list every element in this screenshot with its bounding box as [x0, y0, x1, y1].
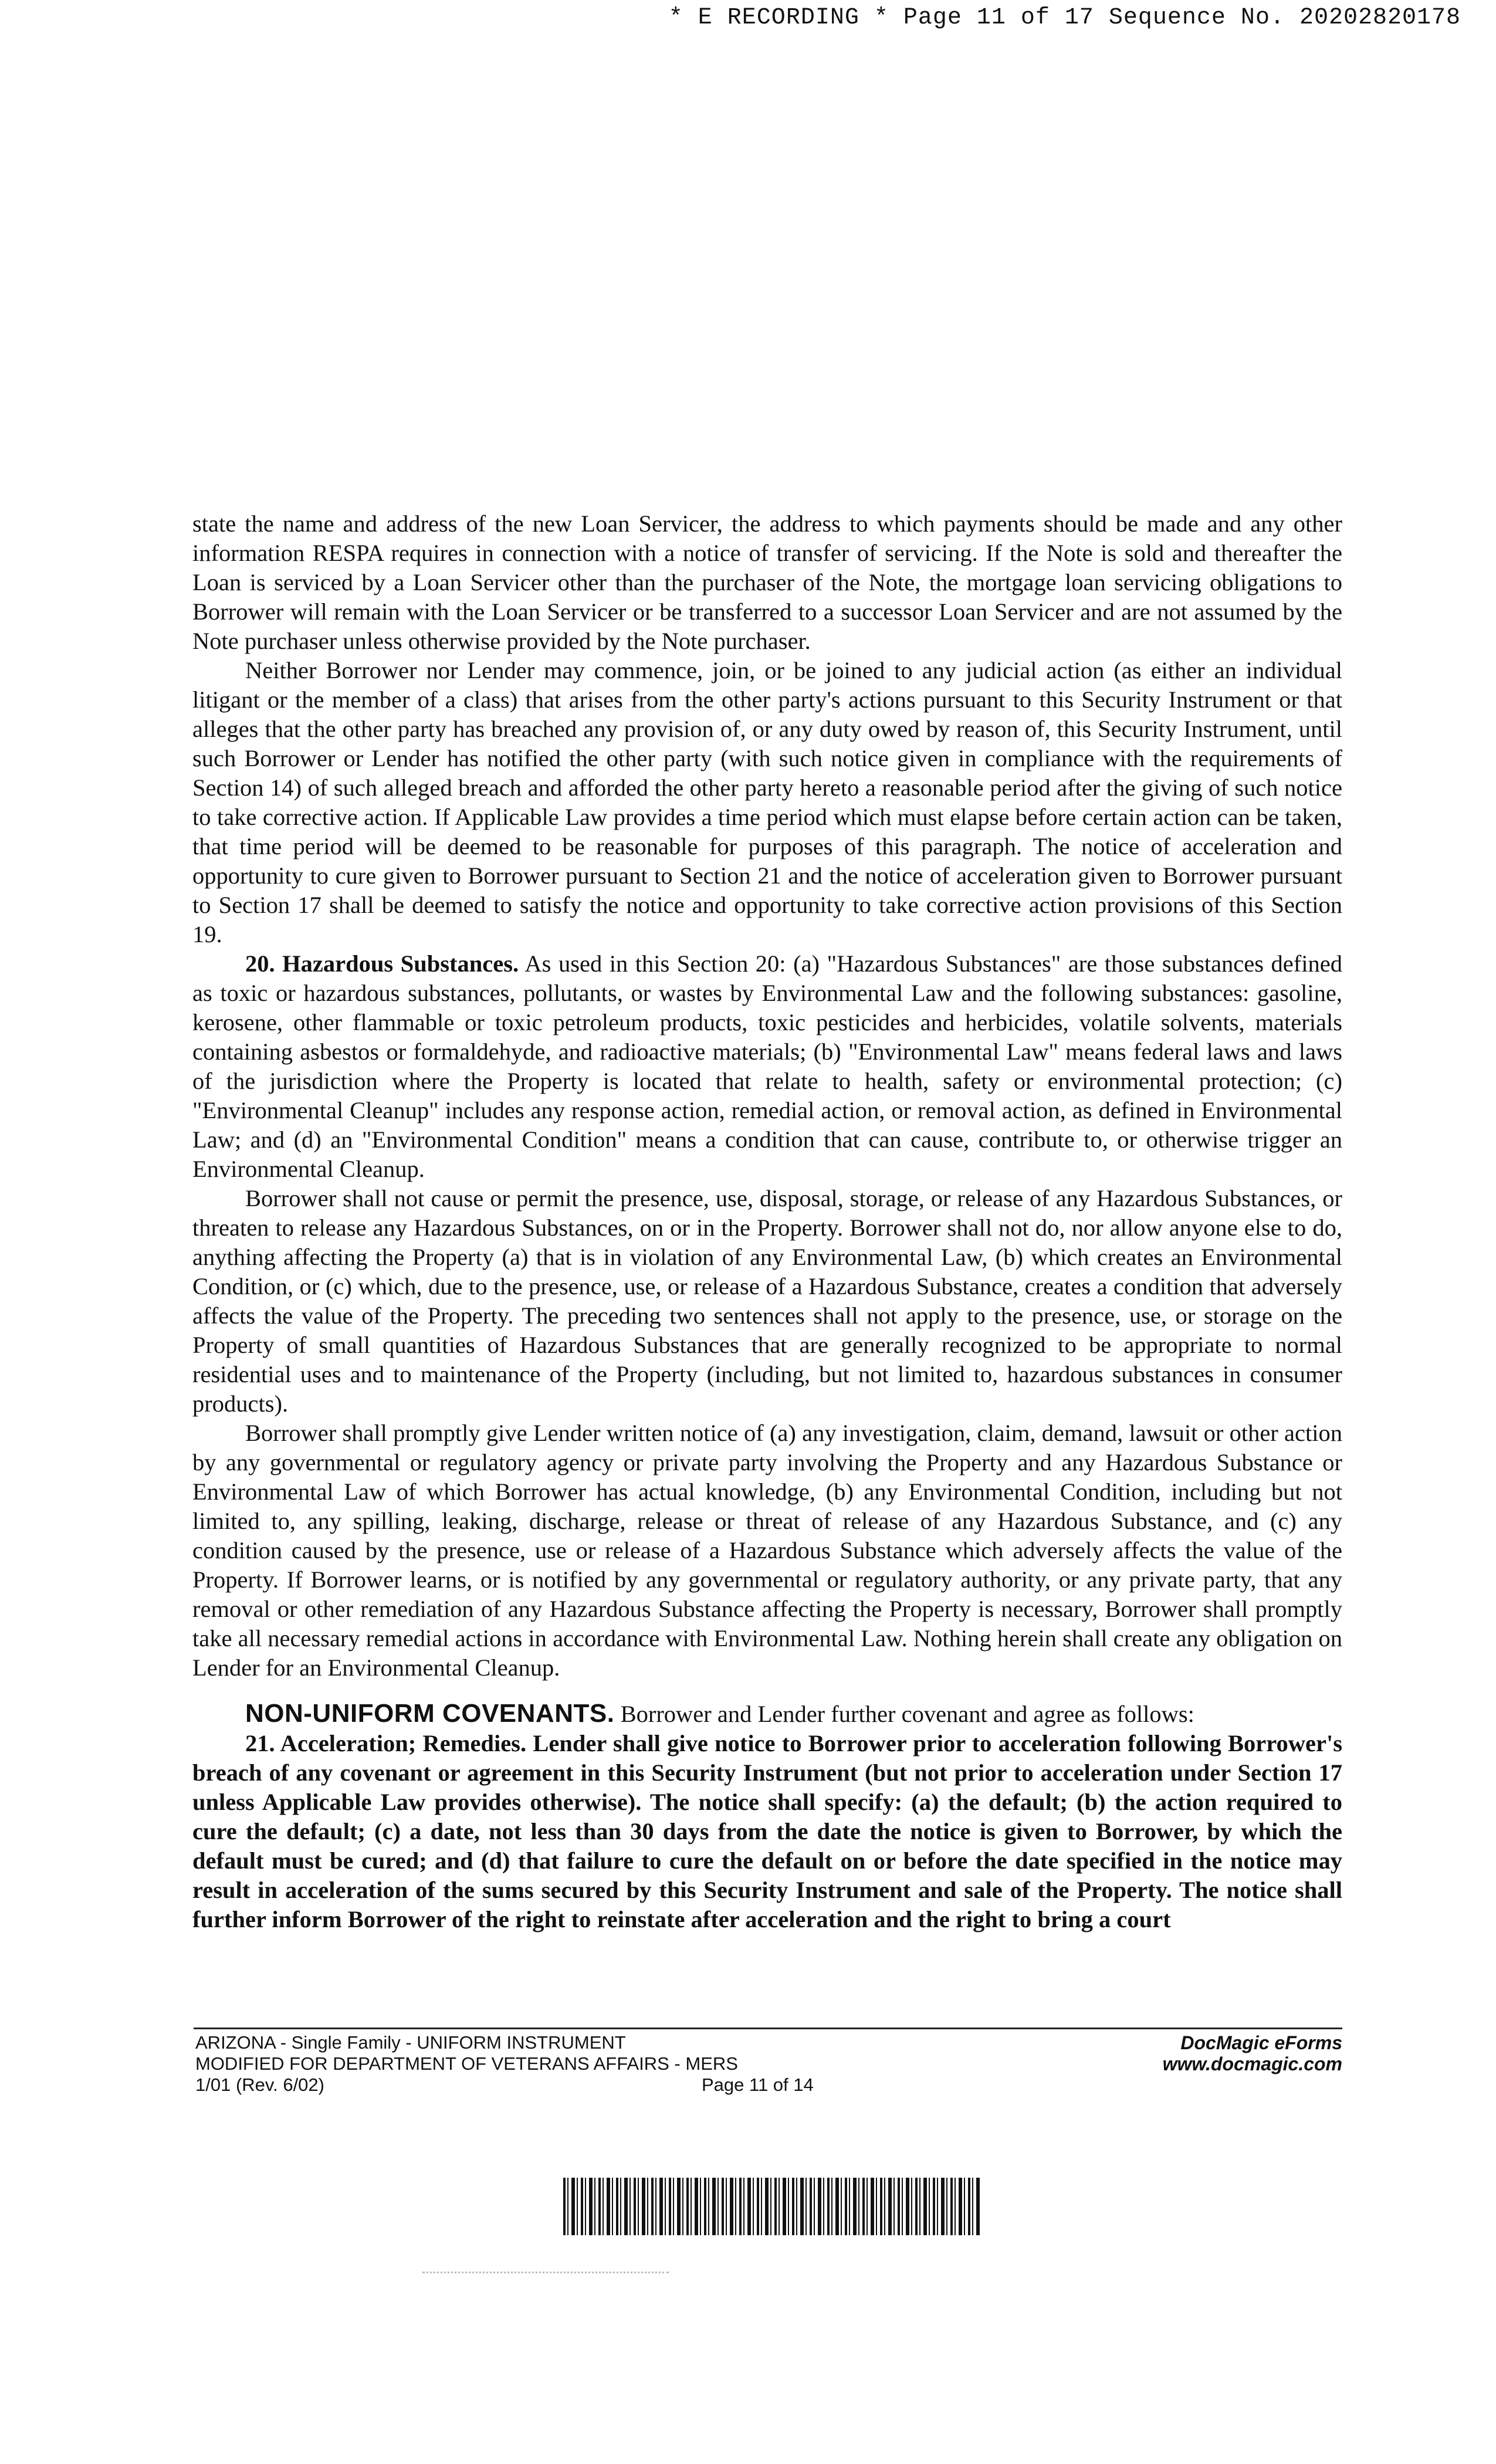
- scan-artifact: [422, 2272, 669, 2273]
- footer-form-line-1: ARIZONA - Single Family - UNIFORM INSTRUMENT: [195, 2032, 626, 2053]
- docmagic-website: www.docmagic.com: [1162, 2053, 1342, 2074]
- paragraph-grievance: Neither Borrower nor Lender may commence, join, or be joined to any judicial action (as either an individual litigant or the member of a class) that arises from the other party's actions pursuant to this Security Instrument or that alleges that the other party has breached any provision of, or any duty owed by reason of, this Security Instrument, until such Borrower or Lender has notified the other party (with such notice given in compliance with the requirements of Section 14) of such alleged breach and afforded the other party hereto a reasonable period after the giving of such notice to take corrective action. If Applicable Law provides a time period which must elapse before certain action can be taken, that time period will be deemed to be reasonable for purposes of this paragraph. The notice of acceleration and opportunity to cure given to Borrower pursuant to Section 21 and the notice of acceleration given to Borrower pursuant to Section 17 shall be deemed to satisfy the notice and opportunity to take corrective action provisions of this Section 19.: [192, 657, 1342, 947]
- footer-page-number: Page 11 of 14: [702, 2074, 814, 2095]
- paragraph-written-notice: Borrower shall promptly give Lender written notice of (a) any investigation, claim, demand, lawsuit or other action by any governmental or regulatory agency or private party involving the Property and any Hazardous Substance or Environmental Law of which Borrower has actual knowledge, (b) any Environmental Condition, including but not limited to, any spilling, leaking, discharge, release or threat of release of any Hazardous Substance, and (c) any condition caused by the presence, use or release of a Hazardous Substance which adversely affects the value of the Property. If Borrower learns, or is notified by any governmental or regulatory authority, or any private party, that any removal or other remediation of any Hazardous Substance affecting the Property is necessary, Borrower shall promptly take all necessary remedial actions in accordance with Environmental Law. Nothing herein shall create any obligation on Lender for an Environmental Cleanup.: [192, 1420, 1342, 1681]
- non-uniform-covenants-text: Borrower and Lender further covenant and agree as follows:: [620, 1701, 1194, 1727]
- document-body: [192, 509, 1342, 1934]
- barcode-image: [563, 2178, 981, 2235]
- docmagic-logo: DocMagic eForms: [1180, 2032, 1342, 2053]
- non-uniform-covenants-heading: NON-UNIFORM COVENANTS.: [245, 1699, 615, 1728]
- footer-brand: [1163, 2032, 1342, 2074]
- section-20-title: 20. Hazardous Substances.: [245, 950, 519, 977]
- recording-header: * E RECORDING * Page 11 of 17 Sequence No. 20202820178: [668, 5, 1461, 31]
- paragraph-hazardous-substances: [192, 949, 1342, 1184]
- paragraph-acceleration-remedies: [192, 1729, 1342, 1934]
- paragraph-borrower-shall-not: Borrower shall not cause or permit the presence, use, disposal, storage, or release of any Hazardous Substances, or threaten to release any Hazardous Substances, on or in the Property. Borrower shall not do, nor allow anyone else to do, anything affecting the Property (a) that is in violation of any Environmental Law, (b) which creates an Environmental Condition, or (c) which, due to the presence, use, or release of a Hazardous Substance, creates a condition that adversely affects the value of the Property. The preceding two sentences shall not apply to the presence, use, or storage on the Property of small quantities of Hazardous Substances that are generally recognized to be appropriate to normal residential uses and to maintenance of the Property (including, but not limited to, hazardous substances in consumer products).: [192, 1185, 1342, 1417]
- footer-divider: [194, 2028, 1342, 2029]
- section-20-text: As used in this Section 20: (a) "Hazardous Substances" are those substances defined as toxic or hazardous substances, pollutants, or wastes by Environmental Law and the following substances: gasoline, kerosene, other flammable or toxic petroleum products, toxic pesticides and herbicides, volatile solvents, materials containing asbestos or formaldehyde, and radioactive materials; (b) "Environmental Law" means federal laws and laws of the jurisdiction where the Property is located that relate to health, safety or environmental protection; (c) "Environmental Cleanup" includes any response action, remedial action, or removal action, as defined in Environmental Law; and (d) an "Environmental Condition" means a condition that can cause, contribute to, or otherwise trigger an Environmental Cleanup.: [192, 950, 1342, 1182]
- footer-form-line-3: 1/01 (Rev. 6/02): [195, 2074, 324, 2095]
- section-21-text: Lender shall give notice to Borrower prior to acceleration following Borrower's breach of any covenant or agreement in this Security Instrument (but not prior to acceleration under Section 17 unless Applicable Law provides otherwise). The notice shall specify: (a) the default; (b) the action required to cure the default; (c) a date, not less than 30 days from the date the notice is given to Borrower, by which the default must be cured; and (d) that failure to cure the default on or before the date specified in the notice may result in acceleration of the sums secured by this Security Instrument and sale of the Property. The notice shall further inform Borrower of the right to reinstate after acceleration and the right to bring a court: [192, 1730, 1342, 1932]
- footer-form-info: [195, 2032, 738, 2096]
- footer-form-line-2: MODIFIED FOR DEPARTMENT OF VETERANS AFFAIRS - MERS: [195, 2053, 738, 2074]
- section-21-title: 21. Acceleration; Remedies.: [245, 1730, 527, 1756]
- paragraph-servicer-notice: state the name and address of the new Loan Servicer, the address to which payments should be made and any other information RESPA requires in connection with a notice of transfer of servicing. If the Note is sold and thereafter the Loan is serviced by a Loan Servicer other than the purchaser of the Note, the mortgage loan servicing obligations to Borrower will remain with the Loan Servicer or be transferred to a successor Loan Servicer and are not assumed by the Note purchaser unless otherwise provided by the Note purchaser.: [192, 510, 1342, 654]
- non-uniform-covenants: [192, 1699, 1342, 1729]
